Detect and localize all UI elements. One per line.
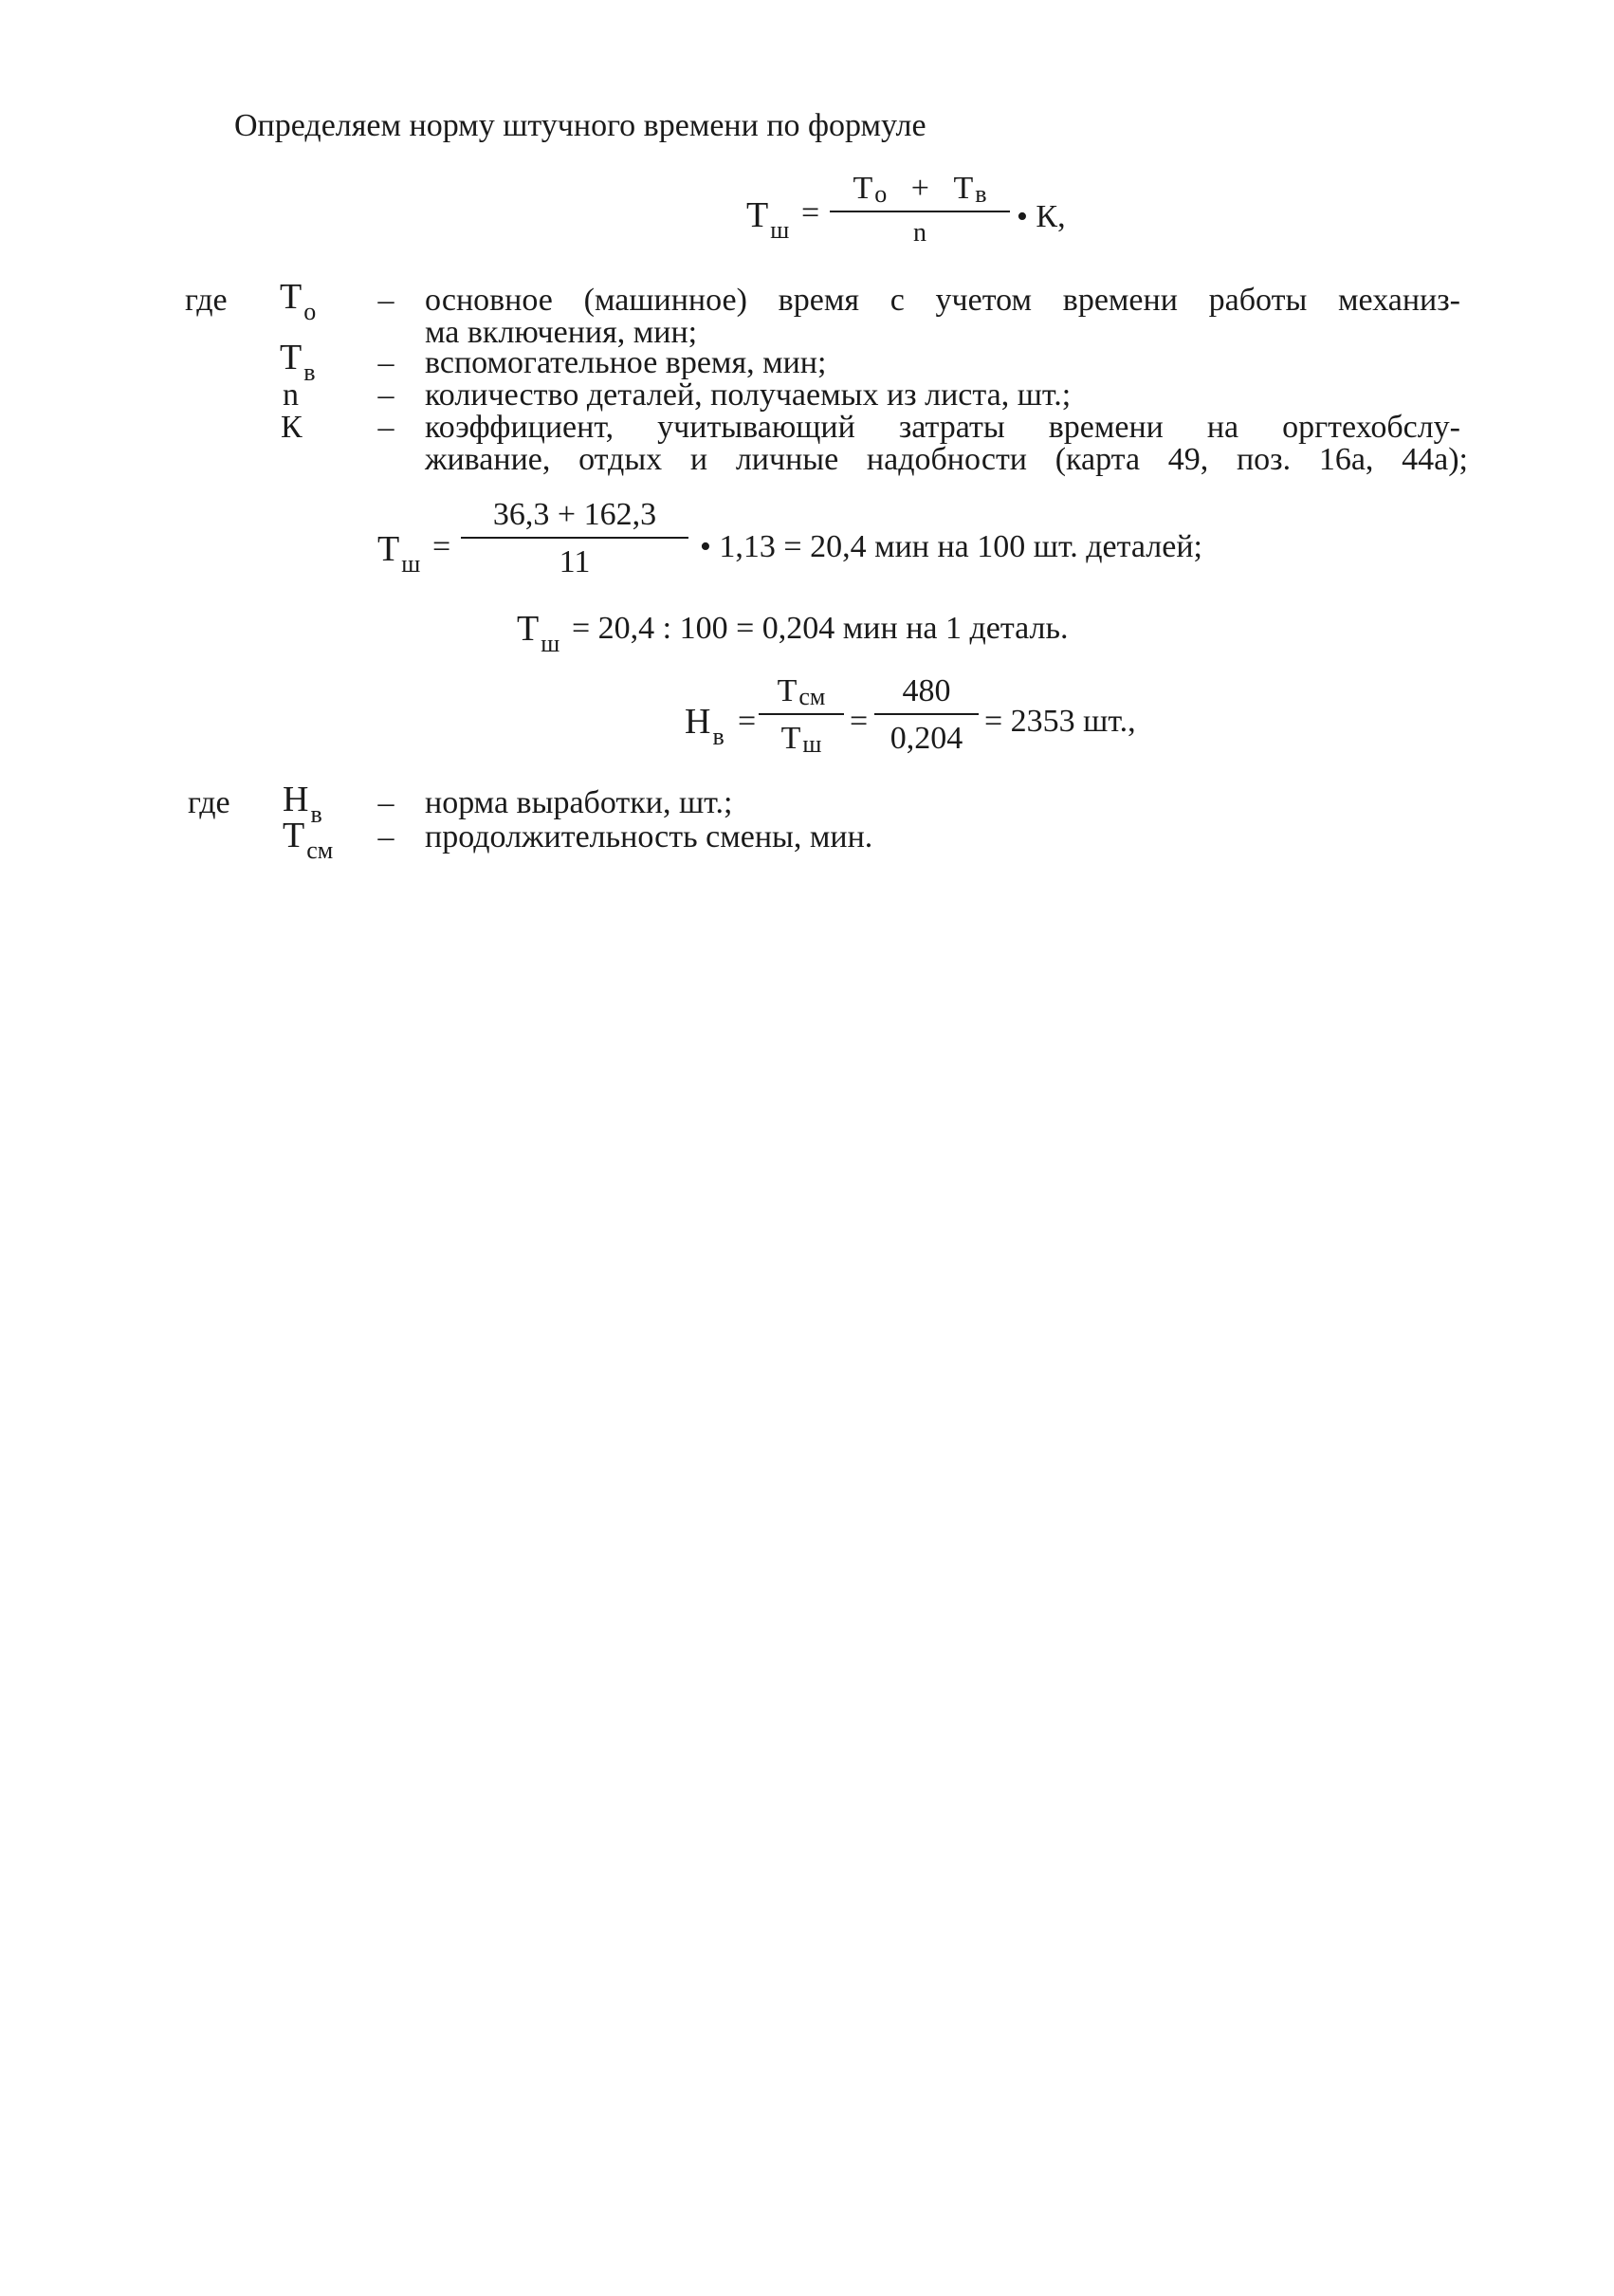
calc-numerator: 480 <box>902 673 951 708</box>
legend-text: основное (машинное) время с учетом времени работы механиз- <box>425 283 1460 318</box>
fraction-bar <box>759 713 844 715</box>
formula-denominator: n <box>913 218 926 248</box>
legend-dash: – <box>377 785 394 820</box>
legend-symbol: $Т_в$ <box>280 338 316 386</box>
where-label: где <box>188 785 230 820</box>
fraction-bar <box>830 211 1010 212</box>
calc-rest: = 20,4 : 100 = 0,204 мин на 1 деталь. <box>572 611 1069 646</box>
calc-numerator: Тсм <box>777 673 826 710</box>
calc-equals: = <box>738 704 757 739</box>
calc-denominator: 11 <box>559 544 591 579</box>
calc-fraction-1 <box>759 673 844 758</box>
calc-denominator: Тш <box>780 721 822 758</box>
legend-dash: – <box>377 819 394 854</box>
legend-text: количество деталей, получаемых из листа, шт.; <box>425 377 1072 413</box>
calc-fraction <box>461 499 688 579</box>
legend-dash: – <box>377 377 394 413</box>
calc-equals: = <box>432 529 451 564</box>
calc-lhs: $Т_ш$ <box>517 609 560 657</box>
legend-dash: – <box>377 283 394 318</box>
legend-text: норма выработки, шт.; <box>425 785 733 820</box>
where-label: где <box>185 283 228 318</box>
formula-equals: = <box>801 195 820 230</box>
calc-lhs: $Н_в$ <box>685 702 724 750</box>
legend-symbol: n <box>283 377 299 413</box>
fraction-bar <box>874 713 979 715</box>
legend-dash: – <box>377 345 394 380</box>
legend-symbol: $Н_в$ <box>283 780 322 828</box>
legend-text: вспомогательное время, мин; <box>425 345 827 380</box>
legend-text-cont: живание, отдых и личные надобности (карта 49, поз. 16а, 44а); <box>425 442 1468 477</box>
calc-equals-2: = <box>850 704 869 739</box>
calc-numerator: 36,3 + 162,3 <box>492 497 657 532</box>
legend-text: коэффициент, учитывающий затраты времени на оргтехобслу- <box>425 410 1460 445</box>
legend-symbol: К <box>281 410 303 445</box>
legend-symbol: $Т_{см}$ <box>283 816 334 864</box>
formula-tail: • К, <box>1017 199 1066 234</box>
legend-text-cont: ма включения, мин; <box>425 315 698 350</box>
calc-lhs: $Т_ш$ <box>377 529 421 578</box>
calc-tail: • 1,13 = 20,4 мин на 100 шт. деталей; <box>700 529 1203 564</box>
formula-lhs: $Т_ш$ <box>746 195 790 244</box>
legend-dash: – <box>377 410 394 445</box>
formula-numerator: То + Тв <box>853 171 987 208</box>
calc-tail: = 2353 шт., <box>984 704 1136 739</box>
legend-symbol: $Т_о$ <box>280 277 317 325</box>
intro-text: Определяем норму штучного времени по формуле <box>234 108 926 143</box>
calc-denominator: 0,204 <box>890 721 963 756</box>
calc-fraction-2 <box>874 675 979 755</box>
formula-fraction <box>830 173 1010 247</box>
fraction-bar <box>461 537 688 539</box>
legend-text: продолжительность смены, мин. <box>425 819 873 854</box>
